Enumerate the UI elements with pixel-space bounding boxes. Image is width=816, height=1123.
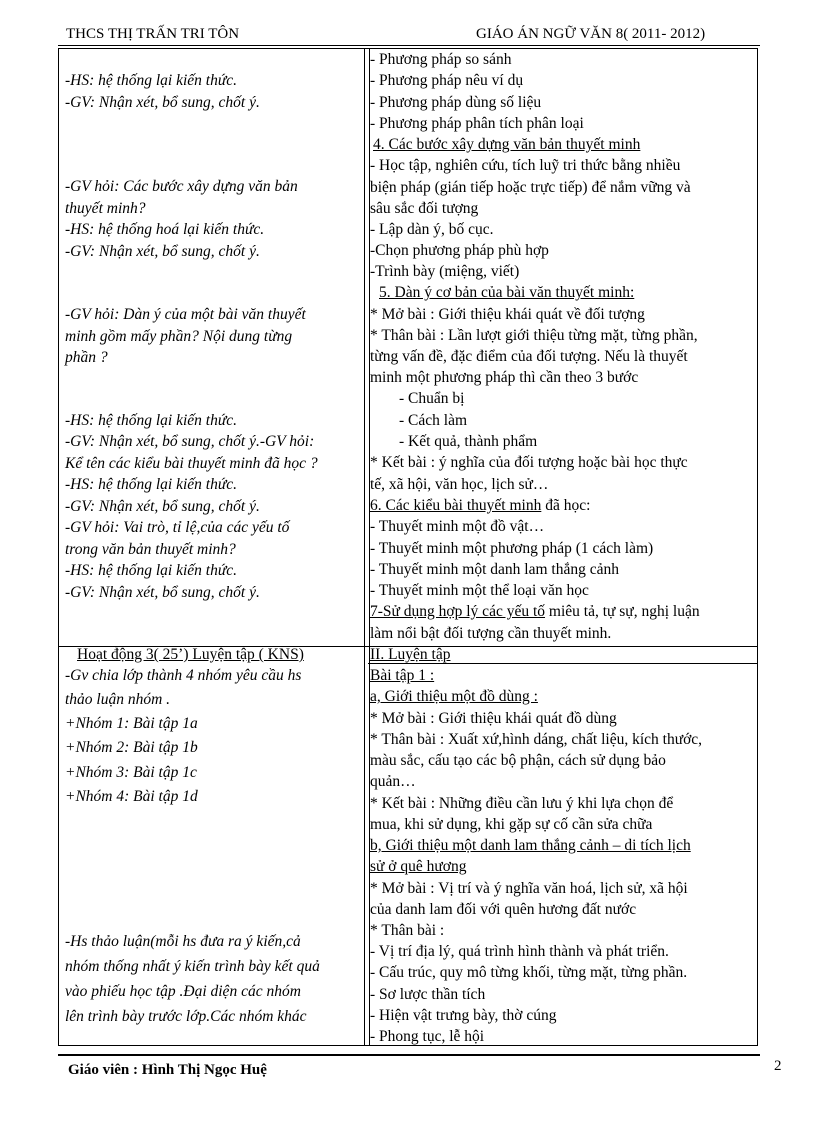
left-line: -GV: Nhận xét, bổ sung, chốt ý.	[65, 94, 260, 111]
right-line: minh một phương pháp thì cần theo 3 bước	[370, 369, 639, 386]
right-line: - Lập dàn ý, bố cục.	[370, 221, 494, 238]
left-line: -Gv chia lớp thành 4 nhóm yêu cầu hs	[65, 667, 302, 684]
right-line: - Thuyết minh một phương pháp (1 cách làm)	[370, 540, 654, 557]
document-title: GIÁO ÁN NGỮ VĂN 8( 2011- 2012)	[476, 26, 706, 42]
left-line: -HS: hệ thống lại kiến thức.	[65, 72, 238, 89]
left-line: -GV: Nhận xét, bổ sung, chốt ý.	[65, 243, 260, 260]
exercise-heading: Bài tập 1 :	[370, 667, 435, 684]
section-heading: 4. Các bước xây dựng văn bản thuyết minh	[373, 136, 641, 153]
school-name: THCS THỊ TRẤN TRI TÔN	[66, 26, 240, 42]
right-line: - Phương pháp dùng số liệu	[370, 94, 542, 111]
right-line: * Kết bài : Những điều cần lưu ý khi lựa chọn để	[370, 795, 674, 812]
right-line: -Trình bày (miệng, viết)	[370, 263, 520, 280]
left-line: vào phiếu học tập .Đại diện các nhóm	[65, 983, 301, 1000]
section-heading: II. Luyện tập	[370, 646, 451, 663]
right-line: * Mở bài : Giới thiệu khái quát đồ dùng	[370, 710, 617, 727]
page-number: 2	[774, 1058, 782, 1074]
section-heading-line: 7-Sử dụng hợp lý các yếu tố miêu tả, tự sự, nghị luận	[370, 603, 700, 620]
right-line: * Mở bài : Giới thiệu khái quát về đối tượng	[370, 306, 645, 323]
right-line: - Phương pháp so sánh	[370, 51, 512, 68]
right-line: - Học tập, nghiên cứu, tích luỹ tri thức bằng nhiều	[370, 157, 681, 174]
left-line: thuyết minh?	[65, 200, 146, 217]
left-line: thảo luận nhóm .	[65, 691, 171, 708]
exercise-subheading: b, Giới thiệu một danh lam thắng cảnh – di tích lịch	[370, 837, 691, 854]
right-line: của danh lam đối với quên hương đất nước	[370, 901, 637, 918]
left-line: -HS: hệ thống hoá lại kiến thức.	[65, 221, 265, 238]
right-line: - Phương pháp phân tích phân loại	[370, 115, 584, 132]
right-line: - Sơ lược thần tích	[370, 986, 486, 1003]
footer-rule	[58, 1054, 760, 1056]
left-line: +Nhóm 3: Bài tập 1c	[65, 764, 197, 781]
right-line: * Kết bài : ý nghĩa của đối tượng hoặc bài học thực	[370, 454, 688, 471]
left-line: -HS: hệ thống lại kiến thức.	[65, 476, 238, 493]
right-line: - Chuẩn bị	[399, 390, 465, 407]
right-line: - Cách làm	[399, 412, 468, 429]
right-line: - Thuyết minh một thể loại văn học	[370, 582, 589, 599]
right-line: * Mở bài : Vị trí và ý nghĩa văn hoá, lịch sử, xã hội	[370, 880, 688, 897]
left-line: lên trình bày trước lớp.Các nhóm khác	[65, 1008, 307, 1025]
header-rule	[58, 45, 760, 46]
right-line: màu sắc, cấu tạo các bộ phận, cách sử dụng bảo	[370, 752, 666, 769]
left-line: minh gồm mấy phần? Nội dung từng	[65, 328, 293, 345]
section-heading-line: 6. Các kiểu bài thuyết minh đã học:	[370, 497, 591, 514]
right-line: -Chọn phương pháp phù hợp	[370, 242, 549, 259]
right-line: từng vấn đề, đặc điểm của đối tượng. Nếu là thuyết	[370, 348, 688, 365]
left-line: -GV hỏi: Dàn ý của một bài văn thuyết	[65, 306, 306, 323]
right-line: sâu sắc đối tượng	[370, 200, 479, 217]
exercise-subheading: sử ở quê hương	[370, 858, 467, 875]
right-line: - Hiện vật trưng bày, thờ cúng	[370, 1007, 557, 1024]
left-line: -Hs thảo luận(mỗi hs đưa ra ý kiến,cả	[65, 933, 301, 950]
right-line: - Cấu trúc, quy mô từng khối, từng mặt, từng phần.	[370, 964, 688, 981]
right-line: quản…	[370, 773, 416, 790]
right-line: - Thuyết minh một đồ vật…	[370, 518, 545, 535]
left-line: phần ?	[65, 349, 108, 366]
right-line: - Thuyết minh một danh lam thắng cảnh	[370, 561, 619, 578]
right-line: biện pháp (gián tiếp hoặc trực tiếp) để nắm vững và	[370, 179, 691, 196]
left-line: trong văn bản thuyết minh?	[65, 541, 236, 558]
right-line: - Vị trí địa lý, quá trình hình thành và phát triển.	[370, 943, 669, 960]
right-line: - Phong tục, lễ hội	[370, 1028, 485, 1045]
right-line: * Thân bài : Xuất xứ,hình dáng, chất liệu, kích thước,	[370, 731, 703, 748]
right-line: - Phương pháp nêu ví dụ	[370, 72, 524, 89]
exercise-subheading: a, Giới thiệu một đồ dùng :	[370, 688, 538, 705]
section-heading: 6. Các kiểu bài thuyết minh	[370, 497, 542, 514]
left-line: -HS: hệ thống lại kiến thức.	[65, 412, 238, 429]
left-line: -GV: Nhận xét, bổ sung, chốt ý.-GV hỏi:	[65, 433, 315, 450]
section-heading: 5. Dàn ý cơ bản của bài văn thuyết minh:	[379, 284, 635, 301]
activity-heading: Hoạt động 3( 25’) Luyện tập ( KNS)	[77, 646, 304, 663]
left-line: -GV hỏi: Các bước xây dựng văn bản	[65, 178, 298, 195]
left-line: nhóm thống nhất ý kiến trình bày kết quả	[65, 958, 320, 975]
right-line: mua, khi sử dụng, khi gặp sự cố cần sửa chữa	[370, 816, 653, 833]
teacher-name: Giáo viên : Hình Thị Ngọc Huệ	[68, 1062, 267, 1078]
right-line: tế, xã hội, văn học, lịch sử…	[370, 476, 549, 493]
left-line: -GV: Nhận xét, bổ sung, chốt ý.	[65, 498, 260, 515]
right-line: làm nổi bật đối tượng cần thuyết minh.	[370, 625, 612, 642]
section-heading: 7-Sử dụng hợp lý các yếu tố	[370, 603, 546, 620]
left-line: -GV: Nhận xét, bổ sung, chốt ý.	[65, 584, 260, 601]
right-line: * Thân bài : Lần lượt giới thiệu từng mặt, từng phần,	[370, 327, 698, 344]
left-line: +Nhóm 1: Bài tập 1a	[65, 715, 198, 732]
left-line: +Nhóm 4: Bài tập 1d	[65, 788, 198, 805]
right-line: - Kết quả, thành phẩm	[399, 433, 538, 450]
left-line: -HS: hệ thống lại kiến thức.	[65, 562, 238, 579]
lesson-table	[58, 48, 758, 1046]
left-line: Kể tên các kiểu bài thuyết minh đã học ?	[65, 455, 318, 472]
left-line: +Nhóm 2: Bài tập 1b	[65, 739, 198, 756]
right-line: * Thân bài :	[370, 922, 445, 939]
left-line: -GV hỏi: Vai trò, tỉ lệ,của các yếu tố	[65, 519, 290, 536]
